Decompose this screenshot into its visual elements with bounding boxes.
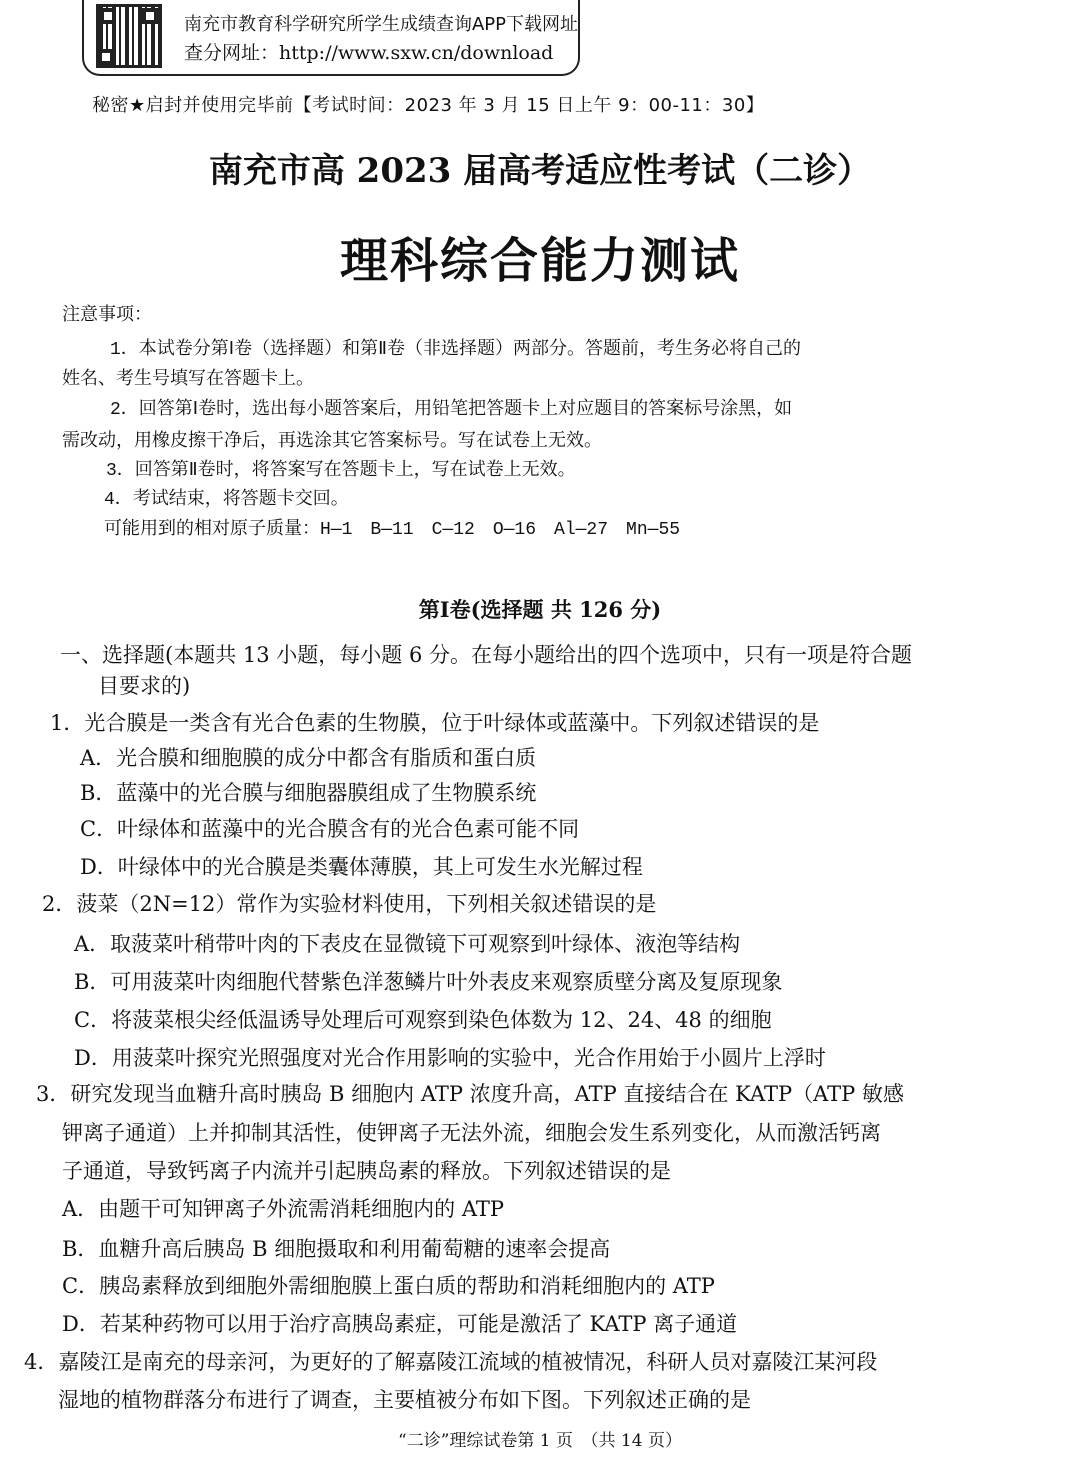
page-footer: “二诊”理综试卷第 1 页 （共 14 页） [398,1431,682,1451]
part-instruction: 一、选择题(本题共 13 小题，每小题 6 分。在每小题给出的四个选项中，只有一项是符合题 [60,643,912,667]
question-stem: 4．嘉陵江是南充的母亲河，为更好的了解嘉陵江流域的植被情况，科研人员对嘉陵江某河段 [24,1350,878,1374]
section-title: 第Ⅰ卷(选择题 共 126 分) [418,597,662,622]
question-option: A．取菠菜叶稍带叶肉的下表皮在显微镜下可观察到叶绿体、液泡等结构 [74,932,741,956]
question-option: D．用菠菜叶探究光照强度对光合作用影响的实验中，光合作用始于小圆片上浮时 [74,1046,826,1070]
question-option: B．蓝藻中的光合膜与细胞器膜组成了生物膜系统 [80,781,537,805]
question-stem: 3．研究发现当血糖升高时胰岛 B 细胞内 ATP 浓度升高，ATP 直接结合在 KATP（ATP 敏感 [36,1082,904,1106]
notice-line: 1．本试卷分第Ⅰ卷（选择题）和第Ⅱ卷（非选择题）两部分。答题前，考生务必将自己的 [110,340,801,360]
notice-line: 3．回答第Ⅱ卷时，将答案写在答题卡上，写在试卷上无效。 [106,461,576,481]
exam-time-line: 秘密★启封并使用完毕前【考试时间：2023 年 3 月 15 日上午 9：00-11：30】 [92,95,765,116]
question-option: D．若某种药物可以用于治疗高胰岛素症，可能是激活了 KATP 离子通道 [62,1312,738,1336]
question-stem: 子通道，导致钙离子内流并引起胰岛素的释放。下列叙述错误的是 [62,1159,671,1183]
question-option: A．由题干可知钾离子外流需消耗细胞内的 ATP [62,1197,504,1221]
part-instruction: 目要求的) [98,674,191,698]
question-option: C．将菠菜根尖经低温诱导处理后可观察到染色体数为 12、24、48 的细胞 [74,1008,772,1032]
notice-line: 姓名、考生号填写在答题卡上。 [62,370,314,390]
question-option: C．叶绿体和蓝藻中的光合膜含有的光合色素可能不同 [80,817,580,841]
exam-title: 南充市高 2023 届高考适应性考试（二诊） [208,151,872,191]
exam-subtitle: 理科综合能力测试 [339,233,740,289]
question-stem: 1．光合膜是一类含有光合色素的生物膜，位于叶绿体或蓝藻中。下列叙述错误的是 [50,711,820,735]
notice-line: 4．考试结束，将答题卡交回。 [104,490,349,510]
score-query-url: 查分网址：http://www.sxw.cn/download [184,42,554,64]
notice-line: 2．回答第Ⅰ卷时，选出每小题答案后，用铅笔把答题卡上对应题目的答案标号涂黑，如 [110,400,793,420]
question-option: A．光合膜和细胞膜的成分中都含有脂质和蛋白质 [80,746,537,770]
atomic-mass-line: 可能用到的相对原子质量：H—1 B—11 C—12 O—16 Al—27 Mn—55 [104,520,681,540]
notice-heading: 注意事项： [62,306,152,326]
question-option: B．可用菠菜叶肉细胞代替紫色洋葱鳞片叶外表皮来观察质壁分离及复原现象 [74,970,783,994]
question-stem: 湿地的植物群落分布进行了调查，主要植被分布如下图。下列叙述正确的是 [58,1388,751,1412]
notice-line: 需改动，用橡皮擦干净后，再选涂其它答案标号。写在试卷上无效。 [62,432,602,452]
app-download-text: 南充市教育科学研究所学生成绩查询APP下载网址 [184,14,579,35]
question-stem: 钾离子通道）上并抑制其活性，使钾离子无法外流，细胞会发生系列变化，从而激活钙离 [62,1121,881,1145]
qr-corner [98,49,114,65]
question-option: C．胰岛素释放到细胞外需细胞膜上蛋白质的帮助和消耗细胞内的 ATP [62,1274,715,1298]
question-option: D．叶绿体中的光合膜是类囊体薄膜，其上可发生水光解过程 [80,855,643,879]
question-stem: 2．菠菜（2N=12）常作为实验材料使用，下列相关叙述错误的是 [42,892,657,916]
question-option: B．血糖升高后胰岛 B 细胞摄取和利用葡萄糖的速率会提高 [62,1237,611,1261]
